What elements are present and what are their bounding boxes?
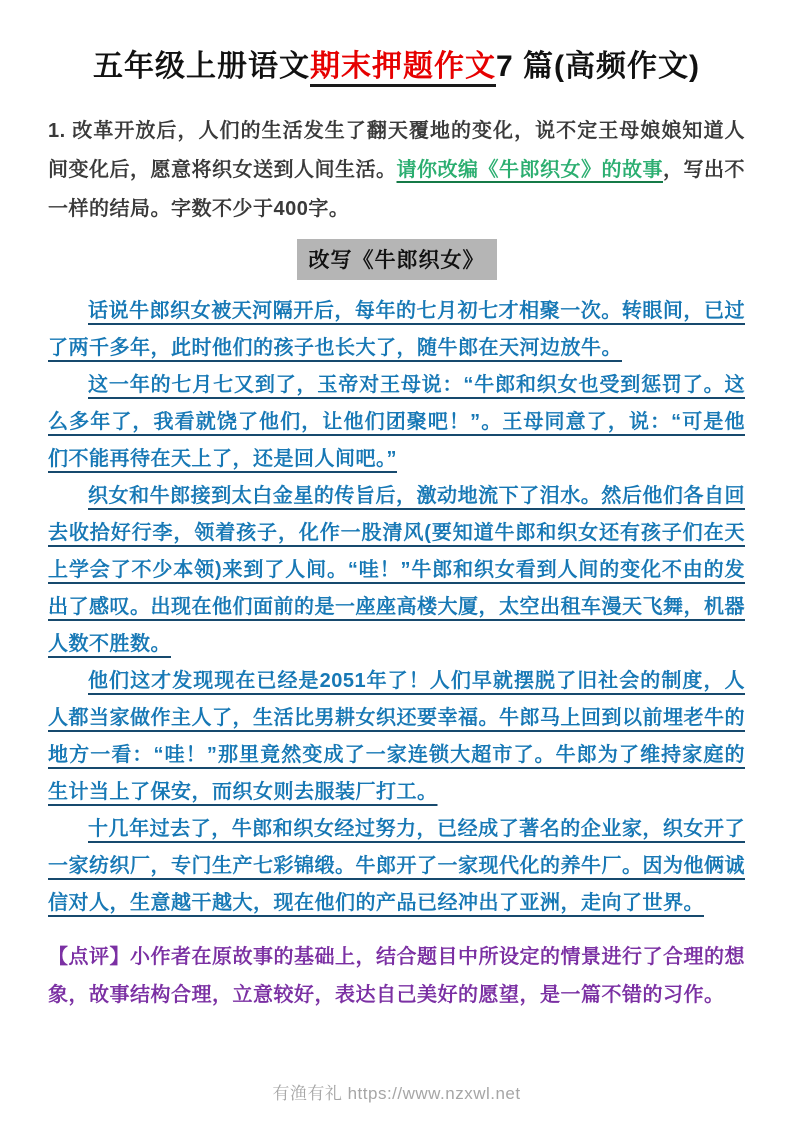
page-title [48, 44, 745, 90]
essay-heading-row [48, 239, 745, 280]
prompt-highlighted-task-text: 请你改编《牛郎织女》的故事 [396, 159, 663, 181]
essay-paragraph-1: 话说牛郎织女被天河隔开后，每年的七月初七才相聚一次。转眼间，已过了两千多年，此时他们的孩子也长大了，随牛郎在天河边放牛。 [48, 300, 745, 359]
essay-paragraph-2: 这一年的七月七又到了，玉帝对王母说：“牛郎和织女也受到惩罚了。这么多年了，我看就饶了他们，让他们团聚吧！”。王母同意了，说：“可是他们不能再待在天上了，还是回人间吧。” [48, 374, 745, 470]
prompt-text-suffix: ，写出不一样的结局。字数不少于400字。 [48, 159, 745, 220]
essay-body [48, 293, 745, 922]
footer-watermark-url: 有渔有礼 https://www.nzxwl.net [272, 1084, 521, 1103]
teacher-comment-paragraph: 【点评】小作者在原故事的基础上，结合题目中所设定的情景进行了合理的想象，故事结构合理，立意较好，表达自己美好的愿望，是一篇不错的习作。 [48, 946, 745, 1006]
title-part-red-underlined: 期末押题作文 [310, 50, 496, 87]
essay-paragraph-3: 织女和牛郎接到太白金星的传旨后，激动地流下了泪水。然后他们各自回去收拾好行李，领着孩子，化作一股清风(要知道牛郎和织女还有孩子们在天上学会了不少本领)来到了人间。“哇！”牛郎和织女看到人间的变化不由的发出了感叹。出现在他们面前的是一座座高楼大厦，太空出租车漫天飞舞，机器人数不胜数。 [48, 485, 745, 655]
essay-paragraph-5: 十几年过去了，牛郎和织女经过努力，已经成了著名的企业家，织女开了一家纺织厂，专门生产七彩锦缎。牛郎开了一家现代化的养牛厂。因为他俩诚信对人，生意越干越大，现在他们的产品已经冲出了亚洲，走向了世界。 [48, 818, 745, 914]
title-part-black-left: 五年级上册语文 [93, 50, 310, 83]
essay-prompt-paragraph [48, 112, 745, 229]
title-part-black-right: 7 篇(高频作文) [496, 50, 700, 83]
essay-title-highlighted: 改写《牛郎织女》 [297, 239, 497, 280]
prompt-text-prefix: 1. 改革开放后，人们的生活发生了翻天覆地的变化，说不定王母娘娘知道人间变化后，愿意将织女送到人间生活。 [48, 120, 745, 181]
essay-paragraph-4: 他们这才发现现在已经是2051年了！人们早就摆脱了旧社会的制度，人人都当家做作主人了，生活比男耕女织还要幸福。牛郎马上回到以前埋老牛的地方一看：“哇！”那里竟然变成了一家连锁大超市了。牛郎为了维持家庭的生计当上了保安，而织女则去服装厂打工。 [48, 670, 745, 803]
